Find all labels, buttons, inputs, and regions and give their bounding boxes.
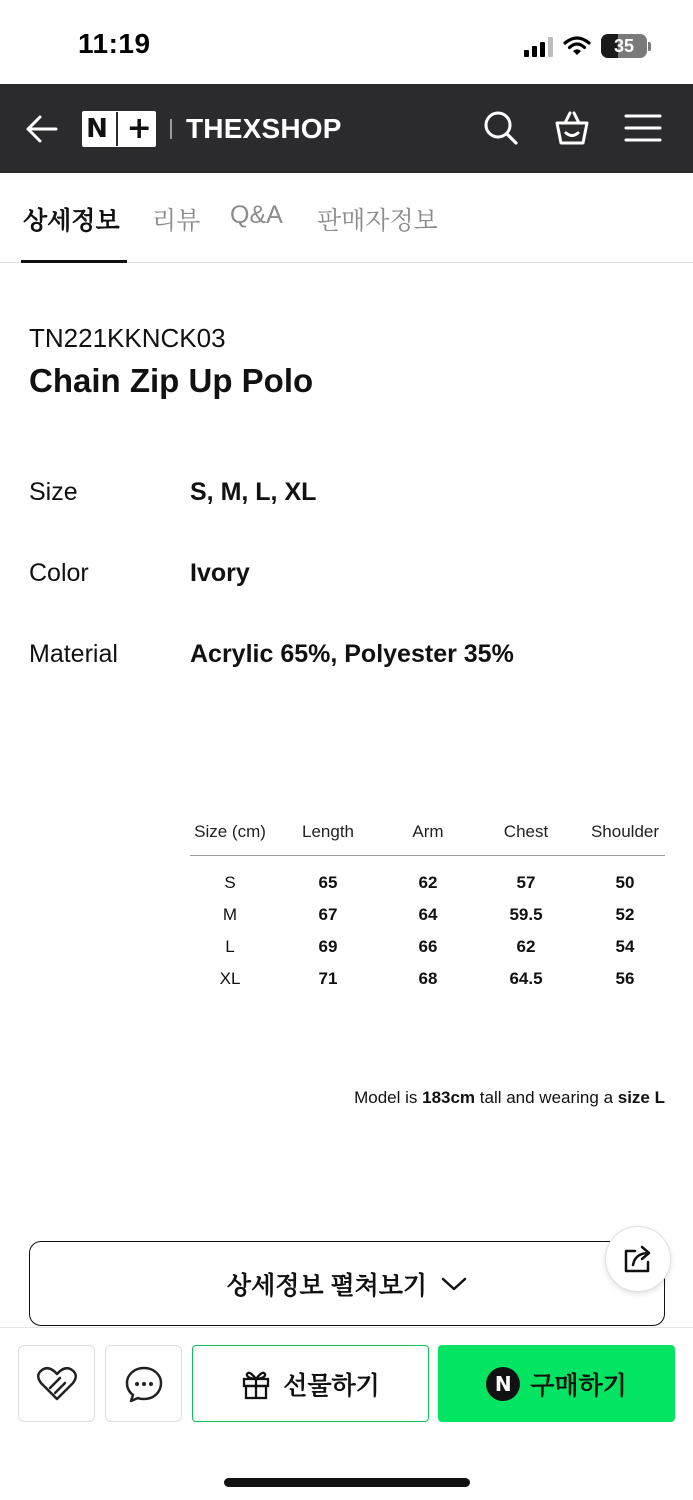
brand-logo[interactable]: [82, 110, 342, 148]
active-tab-indicator: [21, 260, 127, 263]
model-note-prefix: Model is: [354, 1088, 423, 1107]
spec-label-size: Size: [29, 478, 78, 506]
spec-label-color: Color: [29, 559, 89, 587]
table-row: [190, 933, 665, 965]
size-chart-table: [190, 818, 665, 997]
tab-details[interactable]: 상세정보: [23, 207, 120, 235]
cellular-signal-icon: [524, 35, 553, 57]
product-name: Chain Zip Up Polo: [29, 362, 314, 399]
menu-button[interactable]: [623, 108, 663, 148]
spec-label-material: Material: [29, 640, 118, 668]
battery-level: 35: [613, 35, 635, 56]
status-indicators: [524, 32, 651, 60]
status-bar: [0, 0, 693, 84]
cell-shoulder: 52: [615, 905, 635, 924]
chat-bubble-icon: [124, 1365, 164, 1403]
share-icon: [621, 1243, 655, 1275]
back-arrow-icon: [24, 114, 58, 144]
cart-icon: [553, 110, 591, 146]
model-fit-note: [354, 1088, 665, 1108]
tab-seller-info[interactable]: 판매자정보: [317, 207, 438, 235]
spec-value-material: Acrylic 65%, Polyester 35%: [190, 640, 514, 668]
tab-reviews[interactable]: 리뷰: [152, 207, 201, 235]
cell-length: 71: [318, 969, 338, 988]
naver-pay-icon: N: [486, 1367, 520, 1401]
share-button[interactable]: [605, 1226, 671, 1292]
shop-name: THEXSHOP: [186, 113, 342, 144]
search-button[interactable]: [481, 108, 521, 148]
model-note-middle: tall and wearing a: [475, 1088, 618, 1107]
model-height: 183cm: [422, 1088, 476, 1107]
cell-shoulder: 54: [615, 937, 635, 956]
header-length: Length: [302, 822, 354, 841]
table-row: [190, 869, 665, 901]
header-chest: Chest: [503, 822, 549, 841]
header-size: Size (cm): [194, 822, 266, 841]
cell-chest: 62: [516, 937, 536, 956]
cell-length: 67: [318, 905, 338, 924]
detail-tabs: [0, 173, 693, 263]
heart-icon: [36, 1366, 78, 1402]
expand-details-button[interactable]: [29, 1241, 665, 1326]
gift-button[interactable]: [192, 1345, 429, 1422]
wishlist-button[interactable]: [18, 1345, 95, 1422]
chat-inquiry-button[interactable]: [105, 1345, 182, 1422]
battery-icon: [601, 34, 651, 58]
cell-size: M: [222, 905, 238, 924]
cell-shoulder: 56: [615, 969, 635, 988]
cell-chest: 64.5: [509, 969, 543, 988]
logo-n: N: [86, 114, 108, 144]
cell-length: 69: [318, 937, 338, 956]
cell-size: XL: [219, 969, 241, 988]
back-button[interactable]: [22, 110, 60, 148]
cell-size: S: [224, 873, 236, 892]
menu-icon: [624, 112, 662, 144]
cell-size: L: [225, 937, 235, 956]
size-chart-header: [190, 818, 665, 856]
cell-shoulder: 50: [615, 873, 635, 892]
spec-value-size: S, M, L, XL: [190, 478, 317, 506]
cell-arm: 66: [418, 937, 438, 956]
cell-chest: 59.5: [509, 905, 543, 924]
product-sku: TN221KKNCK03: [29, 323, 226, 353]
naver-plus-logo: [82, 111, 156, 147]
model-size: size L: [617, 1088, 665, 1107]
logo-plus: +: [126, 111, 152, 146]
cart-button[interactable]: [552, 108, 592, 148]
app-header: [0, 84, 693, 173]
buy-now-button[interactable]: [438, 1345, 675, 1422]
header-shoulder: Shoulder: [590, 822, 660, 841]
wifi-icon: [563, 35, 591, 57]
gift-icon: [241, 1368, 271, 1400]
search-icon: [483, 110, 519, 146]
size-chart-body: [190, 856, 665, 997]
cell-chest: 57: [516, 873, 536, 892]
gift-button-label: 선물하기: [283, 1371, 380, 1400]
table-row: [190, 901, 665, 933]
expand-details-label: 상세정보 펼쳐보기: [226, 1271, 428, 1300]
spec-value-color: Ivory: [190, 559, 250, 587]
tab-qna[interactable]: Q&A: [230, 201, 283, 229]
header-arm: Arm: [412, 822, 444, 841]
table-row: [190, 965, 665, 997]
logo-separator: [170, 119, 172, 139]
buy-button-label: 구매하기: [530, 1371, 627, 1400]
cell-arm: 62: [418, 873, 438, 892]
home-indicator[interactable]: [224, 1478, 470, 1487]
status-time: 11:19: [78, 28, 151, 59]
bottom-action-bar: [0, 1327, 693, 1500]
cell-arm: 64: [418, 905, 438, 924]
cell-arm: 68: [418, 969, 438, 988]
chevron-down-icon: [441, 1276, 467, 1292]
cell-length: 65: [318, 873, 338, 892]
